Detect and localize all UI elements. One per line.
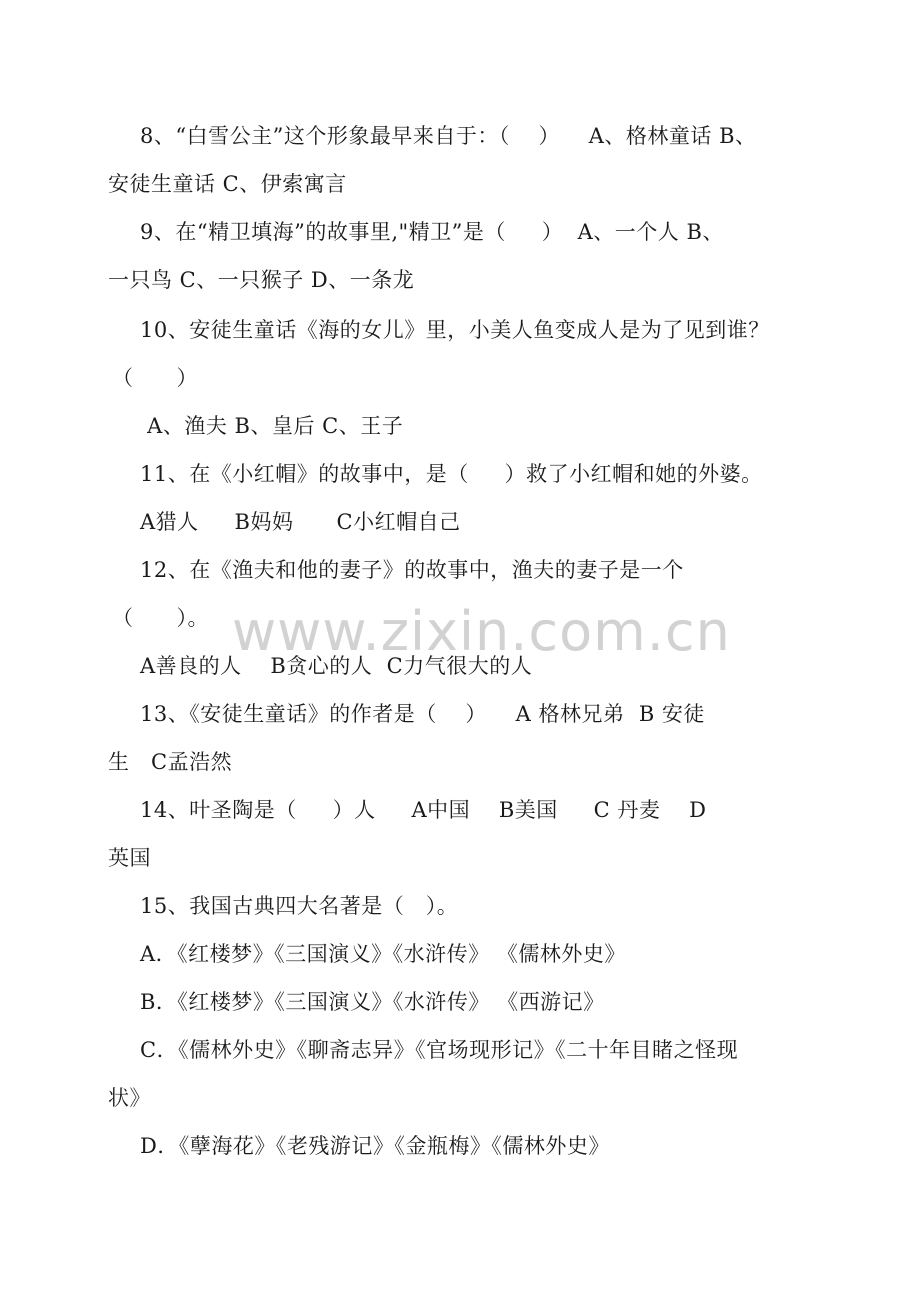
question-15-line-1: 15、我国古典四大名著是（ ）。	[140, 894, 459, 918]
question-12-line-1: 12、在《渔夫和他的妻子》的故事中，渔夫的妻子是一个	[140, 558, 684, 582]
question-14-line-2: 英国	[108, 846, 151, 870]
question-8-line-2: 安徒生童话 C、伊索寓言	[108, 172, 347, 196]
question-15-option-c-line-1: C．《儒林外史》《聊斋志异》《官场现形记》《二十年目睹之怪现	[140, 1038, 739, 1062]
question-11-options: A猎人 B妈妈 C小红帽自己	[140, 510, 461, 534]
question-9-line-2: 一只鸟 C、一只猴子 D、一条龙	[108, 268, 415, 292]
question-13-line-1: 13、《安徒生童话》的作者是（ ） A 格林兄弟 B 安徒	[140, 702, 705, 726]
watermark-text: www.zixin.com.cn	[232, 600, 731, 663]
question-9-line-1: 9、在“精卫填海”的故事里,"精卫”是（ ） A、一个人 B、	[140, 220, 724, 244]
question-15-option-c-line-2: 状》	[108, 1086, 151, 1110]
question-13-line-2: 生 C孟浩然	[108, 750, 233, 774]
question-10-line-1: 10、安徒生童话《海的女儿》里，小美人鱼变成人是为了见到谁？	[140, 318, 770, 342]
question-15-option-d: D．《孽海花》《老残游记》《金瓶梅》《儒林外史》	[140, 1134, 610, 1158]
question-10-options: A、渔夫 B、皇后 C、王子	[140, 414, 404, 438]
question-14-line-1: 14、叶圣陶是（ ）人 A中国 B美国 C 丹麦 D	[140, 798, 707, 822]
question-8-line-1: 8、“白雪公主”这个形象最早来自于：（ ） A、格林童话 B、	[140, 124, 757, 148]
question-15-option-b: B．《红楼梦》《三国演义》《水浒传》 《西游记》	[140, 990, 605, 1014]
question-10-line-2: （ ）	[112, 366, 199, 390]
question-12-line-2: （ ）。	[112, 606, 210, 630]
question-15-option-a: A．《红楼梦》《三国演义》《水浒传》 《儒林外史》	[140, 942, 626, 966]
question-11-line-1: 11、在《小红帽》的故事中，是（ ）救了小红帽和她的外婆。	[140, 462, 763, 486]
question-12-options: A善良的人 B贪心的人 C力气很大的人	[140, 654, 533, 678]
